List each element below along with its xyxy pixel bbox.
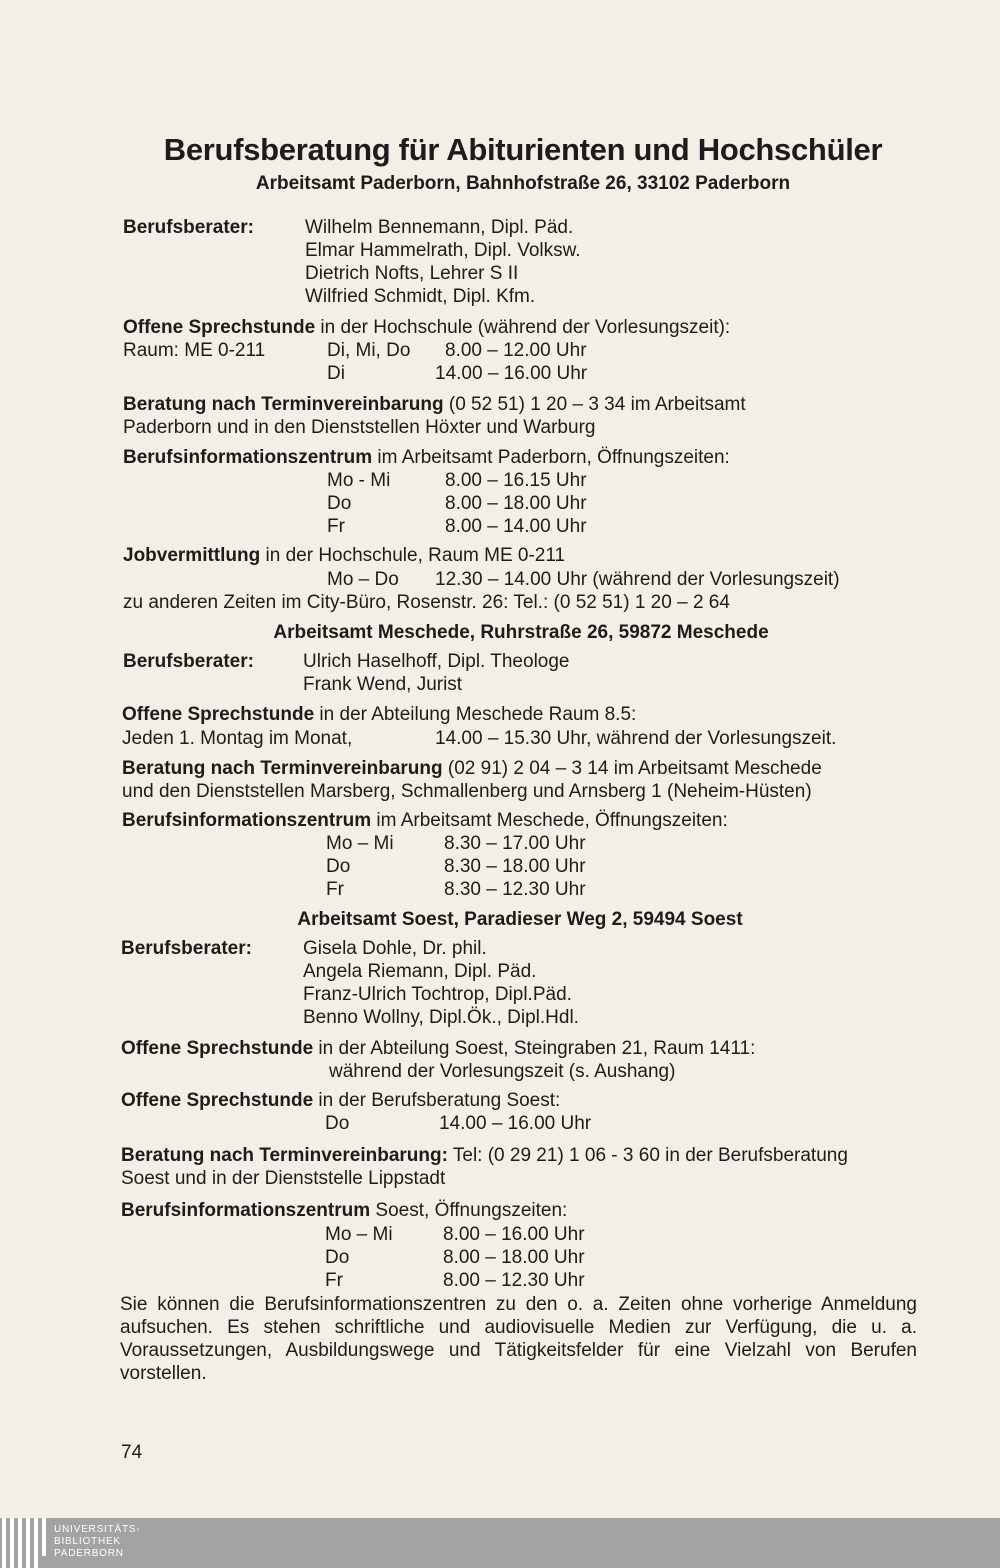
- paderborn-biz-day-2: Do: [327, 493, 352, 514]
- soest-sprechstunde: [121, 1037, 755, 1060]
- paderborn-raum: Raum: ME 0-211: [123, 340, 266, 361]
- paderborn-termin-text1: (0 52 51) 1 20 – 3 34 im Arbeitsamt: [443, 394, 746, 415]
- paderborn-heading: Arbeitsamt Paderborn, Bahnhofstraße 26, 33102 Paderborn: [255, 173, 791, 194]
- soest-biz-day-2: Do: [325, 1247, 350, 1268]
- paderborn-time-hours-1: 8.00 – 12.00 Uhr: [445, 340, 587, 361]
- soest-termin-text2: Soest und in der Dienststelle Lippstadt: [121, 1168, 446, 1189]
- soest-sprechstunde-text2: während der Vorlesungszeit (s. Aushang): [329, 1061, 676, 1082]
- soest-heading: Arbeitsamt Soest, Paradieser Weg 2, 59494 Soest: [297, 909, 743, 930]
- paderborn-job-day: Mo – Do: [327, 569, 399, 590]
- closing-paragraph: Sie können die Berufsinformationszentren zu den o. a. Zeiten ohne vorherige Anmeldung aufsuchen. Es stehen schriftliche und audiovisuelle Medien zur Verfügung, die u. a. Voraussetzungen, Ausbildungswege und Tätigkeitsfelder für eine Vielzahl von Berufen vorstellen.: [120, 1294, 917, 1384]
- soest-berater-1: Gisela Dohle, Dr. phil.: [303, 938, 487, 959]
- paderborn-job-other: zu anderen Zeiten im City-Büro, Rosenstr. 26: Tel.: (0 52 51) 1 20 – 2 64: [123, 592, 730, 613]
- library-footer-bar: [0, 1518, 1000, 1568]
- meschede-termin: [122, 757, 822, 780]
- soest-sprechstunde2-text: in der Berufsberatung Soest:: [313, 1090, 561, 1111]
- library-line-2: BIBLIOTHEK: [54, 1536, 121, 1547]
- meschede-biz-hours-3: 8.30 – 12.30 Uhr: [444, 879, 586, 900]
- soest-biz-text: Soest, Öffnungszeiten:: [370, 1200, 568, 1221]
- meschede-biz-hours-1: 8.30 – 17.00 Uhr: [444, 833, 586, 854]
- paderborn-job-text: in der Hochschule, Raum ME 0-211: [260, 545, 566, 566]
- soest-sprech2-hours: 14.00 – 16.00 Uhr: [439, 1113, 592, 1134]
- meschede-biz-day-3: Fr: [326, 879, 344, 900]
- library-line-1: UNIVERSITÄTS-: [54, 1524, 141, 1535]
- meschede-berater-label: Berufsberater:: [123, 651, 254, 672]
- paderborn-berater-3: Dietrich Nofts, Lehrer S II: [305, 263, 519, 284]
- meschede-jeden-hours: 14.00 – 15.30 Uhr, während der Vorlesungszeit.: [435, 728, 837, 749]
- library-logo-icon: [0, 1518, 50, 1568]
- soest-sprechstunde-label: Offene Sprechstunde: [121, 1038, 314, 1059]
- paderborn-time-hours-2: 14.00 – 16.00 Uhr: [435, 363, 588, 384]
- paderborn-biz-hours-3: 8.00 – 14.00 Uhr: [445, 516, 587, 537]
- meschede-sprechstunde-text: in der Abteilung Meschede Raum 8.5:: [314, 704, 637, 725]
- soest-biz-day-1: Mo – Mi: [325, 1224, 393, 1245]
- meschede-termin-label: Beratung nach Terminvereinbarung: [122, 758, 443, 779]
- paderborn-biz-label: Berufsinformationszentrum: [123, 447, 373, 468]
- page-title: Berufsberatung für Abiturienten und Hochschüler: [163, 132, 883, 167]
- meschede-biz-label: Berufsinformationszentrum: [122, 810, 372, 831]
- paderborn-berater-1: Wilhelm Bennemann, Dipl. Päd.: [305, 217, 574, 238]
- soest-biz-day-3: Fr: [325, 1270, 343, 1291]
- soest-biz-hours-3: 8.00 – 12.30 Uhr: [443, 1270, 585, 1291]
- meschede-biz-hours-2: 8.30 – 18.00 Uhr: [444, 856, 586, 877]
- paderborn-job-hours: 12.30 – 14.00 Uhr (während der Vorlesungszeit): [435, 569, 840, 590]
- soest-biz-label: Berufsinformationszentrum: [121, 1200, 371, 1221]
- paderborn-biz-day-1: Mo - Mi: [327, 470, 391, 491]
- soest-sprechstunde2: [121, 1089, 560, 1112]
- meschede-termin-text1: (02 91) 2 04 – 3 14 im Arbeitsamt Meschede: [442, 758, 822, 779]
- library-line-3: PADERBORN: [54, 1548, 124, 1559]
- meschede-termin-text2: und den Dienststellen Marsberg, Schmallenberg und Arnsberg 1 (Neheim-Hüsten): [122, 781, 812, 802]
- soest-termin: [121, 1144, 848, 1167]
- paderborn-berater-4: Wilfried Schmidt, Dipl. Kfm.: [305, 286, 536, 307]
- meschede-biz-text: im Arbeitsamt Meschede, Öffnungszeiten:: [371, 810, 728, 831]
- meschede-heading: Arbeitsamt Meschede, Ruhrstraße 26, 59872 Meschede: [273, 622, 769, 643]
- soest-sprechstunde2-label: Offene Sprechstunde: [121, 1090, 314, 1111]
- paderborn-berater-label: Berufsberater:: [123, 217, 254, 238]
- paderborn-sprechstunde-label: Offene Sprechstunde: [123, 317, 316, 338]
- page-number: 74: [121, 1442, 143, 1463]
- paderborn-sprechstunde-text: in der Hochschule (während der Vorlesungszeit):: [315, 317, 731, 338]
- paderborn-termin-label: Beratung nach Terminvereinbarung: [123, 394, 444, 415]
- soest-termin-label: Beratung nach Terminvereinbarung:: [121, 1145, 448, 1166]
- paderborn-sprechstunde: [123, 316, 730, 339]
- paderborn-termin-text2: Paderborn und in den Dienststellen Höxter und Warburg: [123, 417, 596, 438]
- meschede-berater-1: Ulrich Haselhoff, Dipl. Theologe: [303, 651, 570, 672]
- soest-biz-hours-2: 8.00 – 18.00 Uhr: [443, 1247, 585, 1268]
- soest-termin-text1: Tel: (0 29 21) 1 06 - 3 60 in der Berufsberatung: [447, 1145, 848, 1166]
- meschede-sprechstunde-label: Offene Sprechstunde: [122, 704, 315, 725]
- soest-berater-4: Benno Wollny, Dipl.Ök., Dipl.Hdl.: [303, 1007, 579, 1028]
- paderborn-biz-hours-1: 8.00 – 16.15 Uhr: [445, 470, 587, 491]
- paderborn-biz-text: im Arbeitsamt Paderborn, Öffnungszeiten:: [372, 447, 730, 468]
- soest-biz: [121, 1199, 567, 1222]
- soest-biz-hours-1: 8.00 – 16.00 Uhr: [443, 1224, 585, 1245]
- soest-berater-label: Berufsberater:: [121, 938, 252, 959]
- paderborn-time-day-2: Di: [327, 363, 345, 384]
- meschede-jeden: Jeden 1. Montag im Monat,: [122, 728, 353, 749]
- meschede-berater-2: Frank Wend, Jurist: [303, 674, 463, 695]
- soest-sprech2-day: Do: [325, 1113, 350, 1134]
- soest-berater-3: Franz-Ulrich Tochtrop, Dipl.Päd.: [303, 984, 572, 1005]
- paderborn-biz-hours-2: 8.00 – 18.00 Uhr: [445, 493, 587, 514]
- paderborn-job-label: Jobvermittlung: [123, 545, 261, 566]
- paderborn-time-day-1: Di, Mi, Do: [327, 340, 411, 361]
- meschede-biz-day-2: Do: [326, 856, 351, 877]
- meschede-sprechstunde: [122, 703, 636, 726]
- library-name: [54, 1524, 141, 1560]
- paderborn-termin: [123, 393, 746, 416]
- paderborn-biz: [123, 446, 730, 469]
- paderborn-job: [123, 544, 565, 567]
- soest-berater-2: Angela Riemann, Dipl. Päd.: [303, 961, 537, 982]
- paderborn-biz-day-3: Fr: [327, 516, 345, 537]
- paderborn-berater-2: Elmar Hammelrath, Dipl. Volksw.: [305, 240, 581, 261]
- soest-sprechstunde-text: in der Abteilung Soest, Steingraben 21, Raum 1411:: [313, 1038, 756, 1059]
- meschede-biz-day-1: Mo – Mi: [326, 833, 394, 854]
- meschede-biz: [122, 809, 728, 832]
